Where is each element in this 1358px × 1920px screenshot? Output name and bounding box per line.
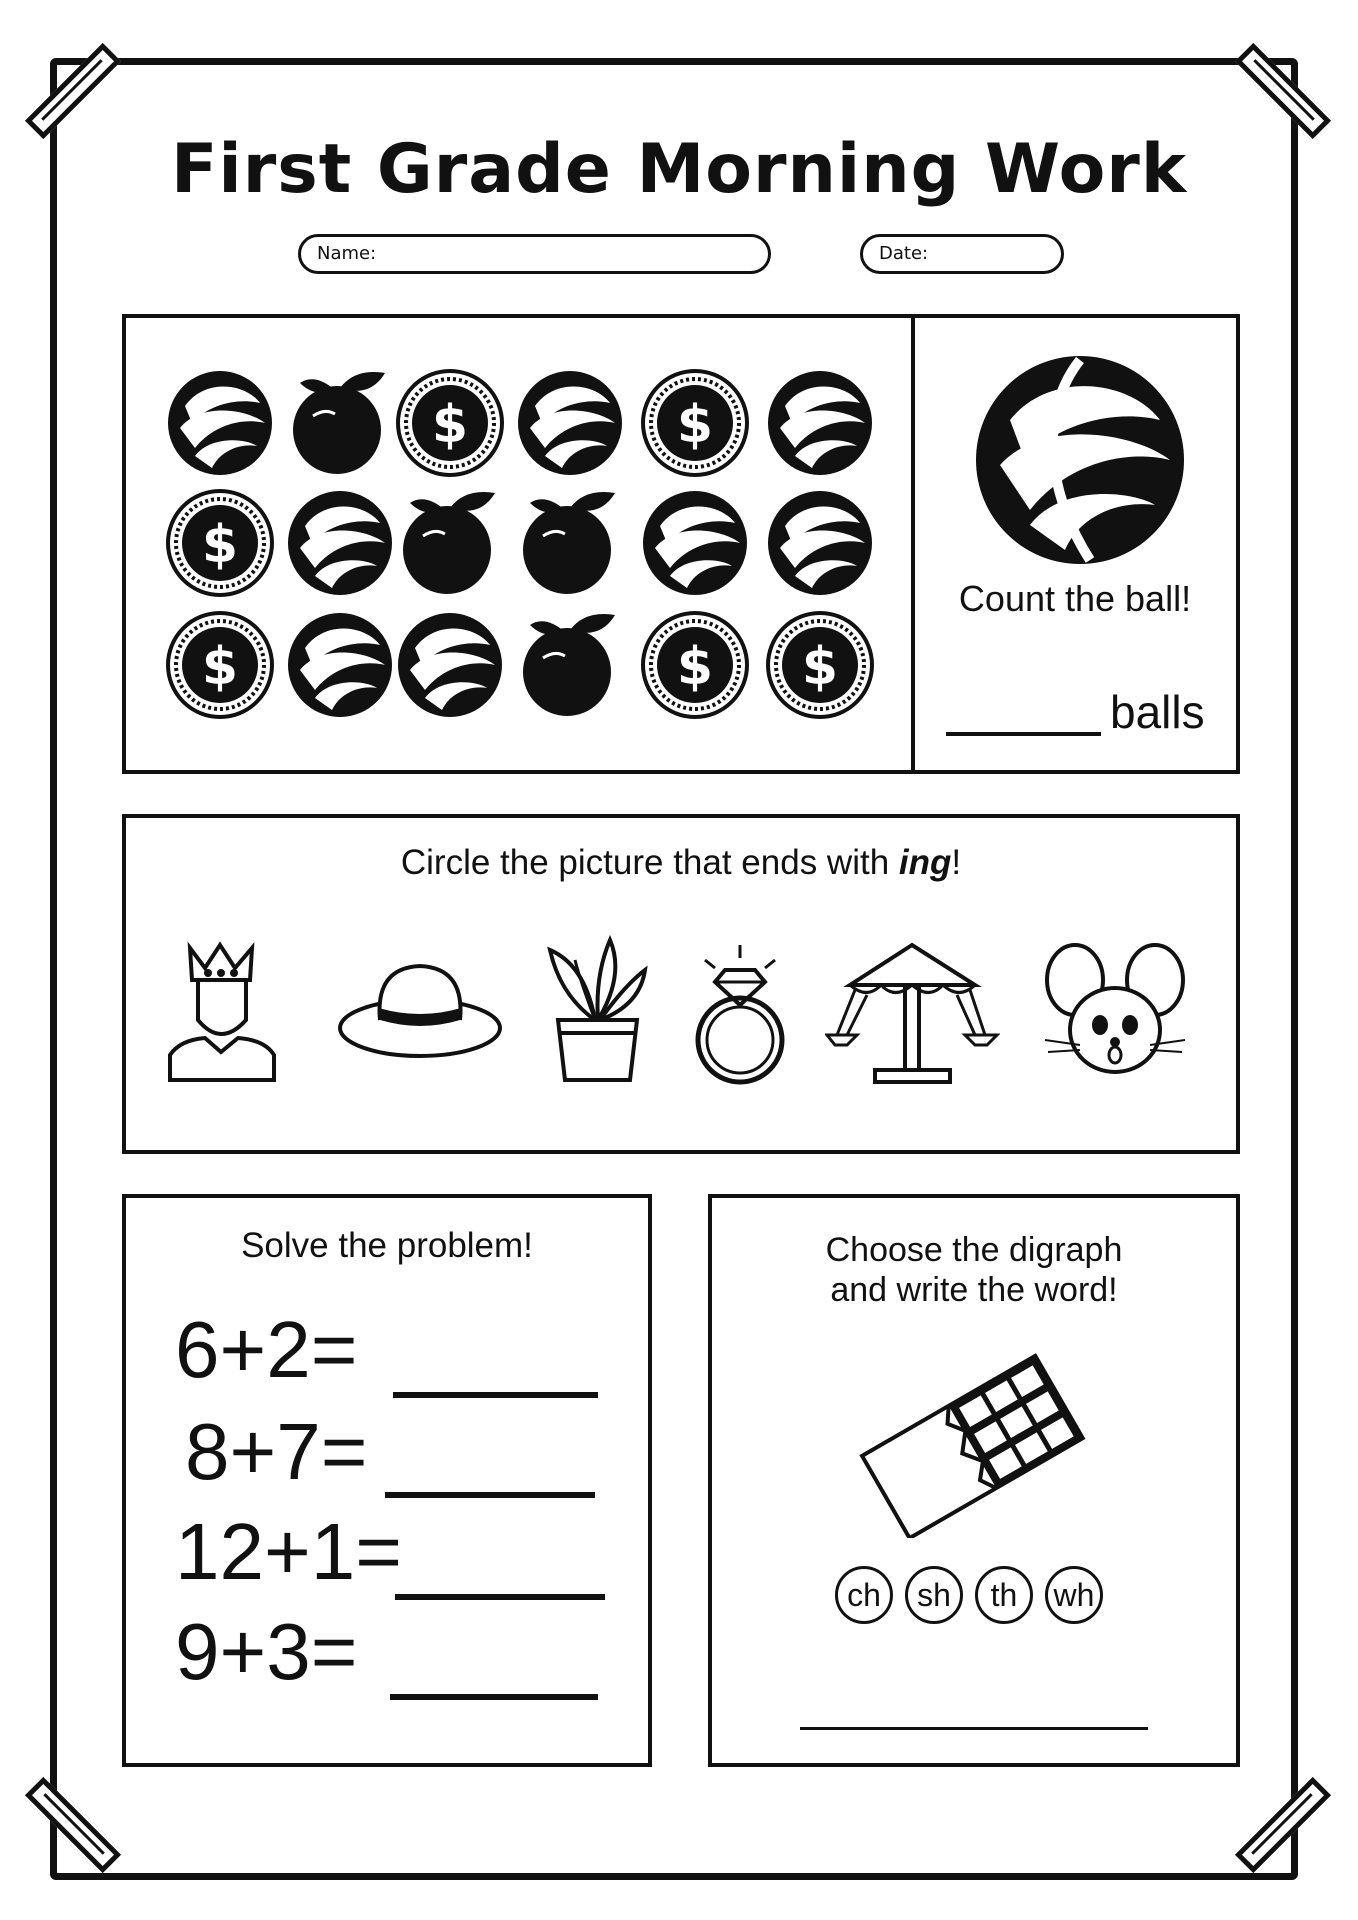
ball-icon — [515, 368, 625, 478]
plant-icon[interactable] — [540, 935, 655, 1085]
coin-icon — [165, 610, 275, 720]
page-title: First Grade Morning Work — [170, 130, 1188, 209]
coin-icon — [640, 610, 750, 720]
coin-icon — [165, 488, 275, 598]
math-problem-1: 6+2= — [175, 1305, 358, 1394]
big-ball-icon — [970, 350, 1190, 570]
count-prompt: Count the ball! — [958, 578, 1192, 619]
math-problem-3: 12+1= — [175, 1507, 402, 1596]
digraph-option-sh[interactable]: sh — [905, 1566, 963, 1624]
digraph-option-wh[interactable]: wh — [1045, 1566, 1103, 1624]
math-problem-4: 9+3= — [175, 1607, 358, 1696]
coin-icon — [395, 368, 505, 478]
name-field[interactable] — [298, 234, 771, 274]
orange-icon — [395, 488, 505, 598]
coin-icon — [640, 368, 750, 478]
orange-icon — [285, 368, 395, 478]
ball-icon — [285, 488, 395, 598]
math-problem-2: 8+7= — [185, 1407, 368, 1496]
ball-icon — [765, 368, 875, 478]
date-label: Date: — [879, 243, 929, 264]
ball-icon — [765, 488, 875, 598]
ball-icon — [640, 488, 750, 598]
math-answer-line-4[interactable] — [390, 1694, 598, 1700]
ing-prompt: Circle the picture that ends with ing! — [400, 843, 962, 882]
ball-icon — [285, 610, 395, 720]
swing-ride-icon[interactable] — [825, 940, 1000, 1085]
count-answer-line[interactable] — [946, 732, 1101, 736]
ball-icon — [395, 610, 505, 720]
mouse-icon[interactable] — [1040, 940, 1190, 1080]
king-icon[interactable] — [160, 940, 300, 1085]
math-prompt: Solve the problem! — [241, 1226, 533, 1265]
date-field[interactable] — [860, 234, 1064, 274]
hat-icon[interactable] — [335, 958, 505, 1068]
ring-icon[interactable] — [690, 940, 790, 1085]
digraph-option-th[interactable]: th — [975, 1566, 1033, 1624]
math-answer-line-3[interactable] — [395, 1594, 605, 1600]
name-label: Name: — [317, 243, 377, 264]
ball-icon — [165, 368, 275, 478]
digraph-option-ch[interactable]: ch — [835, 1566, 893, 1624]
math-answer-line-1[interactable] — [393, 1392, 598, 1398]
digraph-prompt: Choose the digraph and write the word! — [825, 1231, 1123, 1309]
chocolate-bar-icon[interactable] — [848, 1338, 1098, 1538]
orange-icon — [515, 610, 625, 720]
count-unit: balls — [1110, 686, 1205, 738]
digraph-answer-line[interactable] — [800, 1727, 1148, 1730]
coin-icon — [765, 610, 875, 720]
orange-icon — [515, 488, 625, 598]
math-answer-line-2[interactable] — [385, 1492, 595, 1498]
